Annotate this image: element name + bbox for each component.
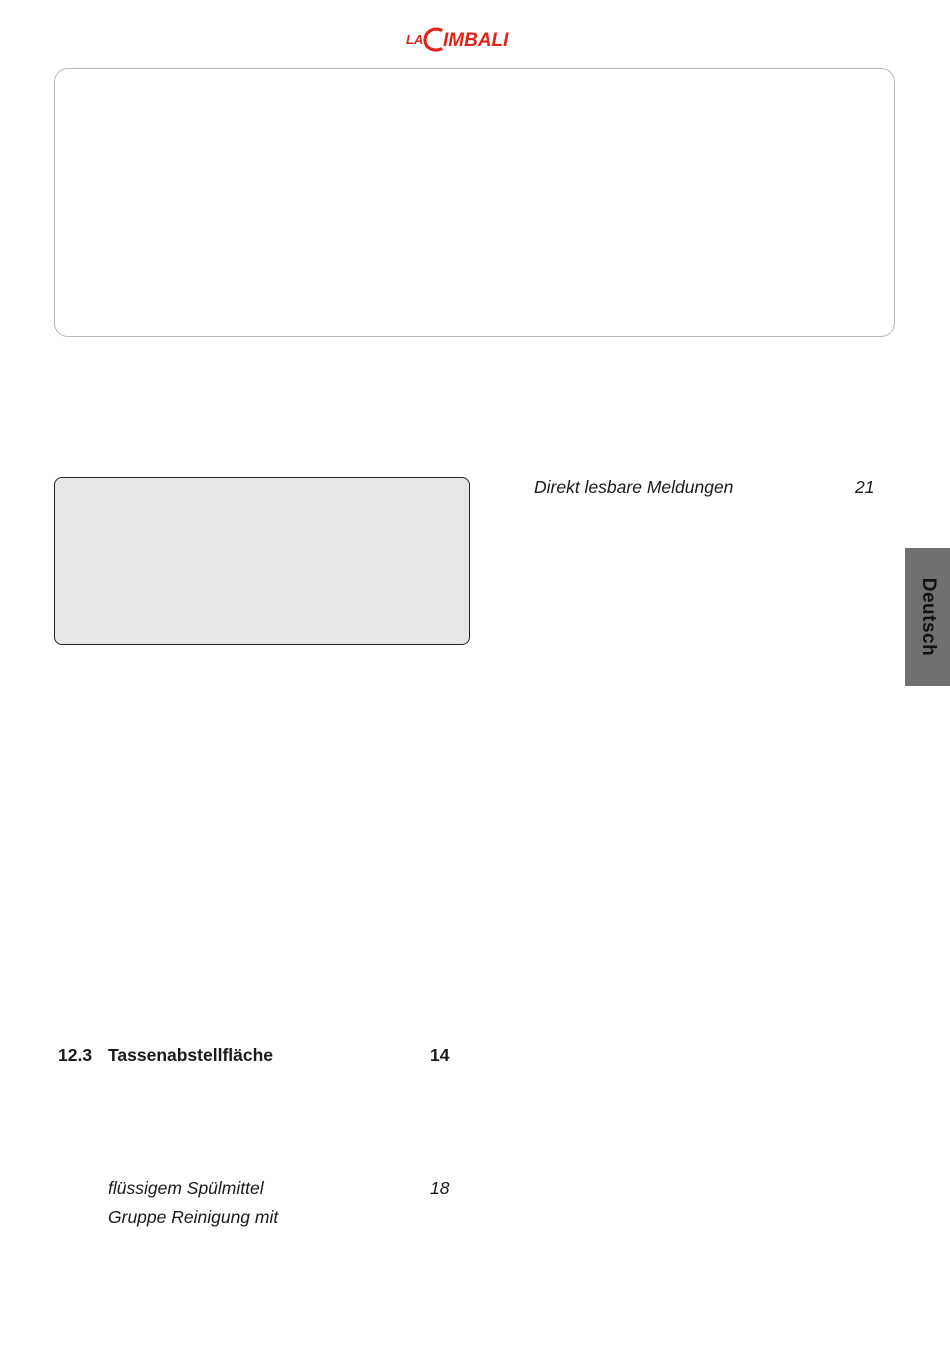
toc-entry-gruppe-label: Gruppe Reinigung mit [108,1207,279,1227]
empty-info-box [54,68,895,337]
toc-entry-fluessig-page: 18 [430,1178,450,1198]
grey-note-box [54,477,470,645]
lacimbali-logo-graphic [405,24,545,54]
toc-section-title: Tassenabstellfläche [108,1045,274,1065]
language-tab-label: Deutsch [917,577,939,657]
toc-entry-direkt-label: Direkt lesbare Meldungen [534,477,734,497]
toc-entry-direkt-page: 21 [855,477,875,497]
toc-section-page: 14 [430,1045,450,1065]
svg-text:IMBALI: IMBALI [443,30,509,51]
language-tab [905,548,950,686]
toc-section-number: 12.3 [58,1045,93,1065]
svg-text:LA: LA [406,32,424,47]
toc-entry-fluessig-label: flüssigem Spülmittel [108,1178,264,1198]
lacimbali-logo [405,24,545,54]
